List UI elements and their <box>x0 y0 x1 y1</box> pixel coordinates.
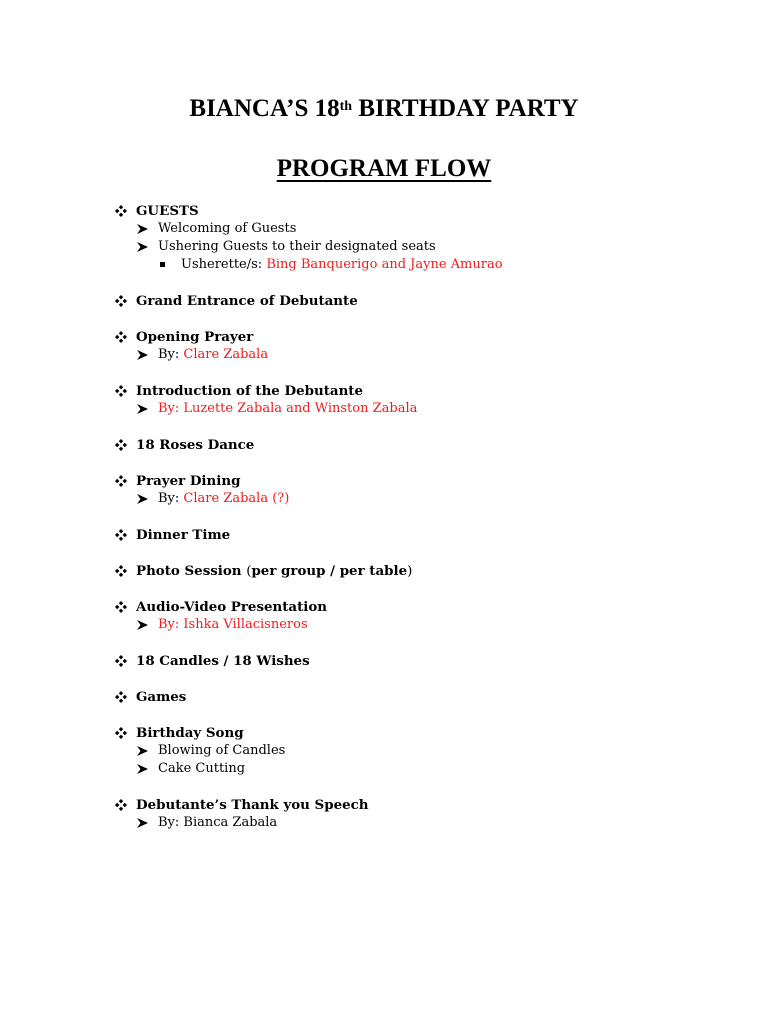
diamond-bullet-icon <box>115 295 127 307</box>
program-item-text <box>136 436 254 454</box>
program-subsubitem-text <box>181 256 503 274</box>
program-item-text <box>136 292 358 310</box>
program-section <box>115 652 735 670</box>
program-item <box>115 526 735 544</box>
program-item-label: Dinner Time <box>136 527 231 543</box>
program-item-text <box>136 688 186 706</box>
document-title <box>0 94 768 124</box>
program-item-label: Photo Session <box>136 563 247 579</box>
diamond-bullet-icon <box>115 385 127 397</box>
program-item <box>115 202 735 220</box>
program-subitem-assignee: Clare Zabala <box>183 347 269 362</box>
program-item-text <box>136 796 369 814</box>
diamond-bullet-icon <box>115 655 127 667</box>
program-item <box>115 688 735 706</box>
title-prefix: BIANCA’S 18 <box>189 95 340 122</box>
program-subitem-text <box>158 220 296 238</box>
program-item-label: 18 Candles / 18 Wishes <box>136 653 310 669</box>
program-item-paren-open: ( <box>246 564 252 579</box>
program-item-text <box>136 526 230 544</box>
program-item-text <box>136 472 240 490</box>
program-item-label: 18 Roses Dance <box>136 437 255 453</box>
diamond-bullet-icon <box>115 439 127 451</box>
program-subitem-label: Cake Cutting <box>158 761 246 776</box>
program-subitem-assignee: Clare Zabala (?) <box>183 491 290 506</box>
program-subitem <box>115 490 735 508</box>
program-item-label: Prayer Dining <box>136 473 241 489</box>
arrowhead-bullet-icon <box>137 746 148 756</box>
diamond-bullet-icon <box>115 565 127 577</box>
program-list <box>115 202 735 850</box>
arrowhead-bullet-icon <box>137 350 148 360</box>
program-subitem-text <box>158 616 308 634</box>
document-subtitle <box>0 154 768 184</box>
program-item-label: Grand Entrance of Debutante <box>136 293 358 309</box>
program-subitem <box>115 238 735 256</box>
program-item <box>115 472 735 490</box>
program-item <box>115 598 735 616</box>
program-section <box>115 202 735 274</box>
program-section <box>115 436 735 454</box>
title-superscript: th <box>339 99 353 114</box>
program-item-label: Audio-Video Presentation <box>136 599 328 615</box>
program-item-text <box>136 652 310 670</box>
title-suffix: BIRTHDAY PARTY <box>352 95 579 122</box>
program-subitem <box>115 760 735 778</box>
program-section <box>115 796 735 832</box>
diamond-bullet-icon <box>115 475 127 487</box>
arrowhead-bullet-icon <box>137 404 148 414</box>
diamond-bullet-icon <box>115 799 127 811</box>
diamond-bullet-icon <box>115 205 127 217</box>
program-section <box>115 688 735 706</box>
program-section <box>115 562 735 580</box>
program-subitem <box>115 742 735 760</box>
program-item <box>115 436 735 454</box>
diamond-bullet-icon <box>115 529 127 541</box>
program-item-text <box>136 724 244 742</box>
program-subitem-label: Ushering Guests to their designated seats <box>158 239 436 254</box>
program-item-label: Games <box>136 689 187 705</box>
arrowhead-bullet-icon <box>137 818 148 828</box>
program-subitem-text <box>158 490 289 508</box>
program-item <box>115 724 735 742</box>
program-subitem <box>115 346 735 364</box>
program-item-label: Birthday Song <box>136 725 244 741</box>
program-section <box>115 724 735 778</box>
program-subitem <box>115 220 735 238</box>
program-subitem-text <box>158 400 417 418</box>
program-item-label: Opening Prayer <box>136 329 254 345</box>
program-subitem <box>115 400 735 418</box>
program-subsubitem <box>115 256 735 274</box>
program-section <box>115 526 735 544</box>
program-item <box>115 652 735 670</box>
program-item-detail: per group / per table <box>251 563 408 579</box>
program-subitem-prefix: By: <box>158 347 184 362</box>
program-section <box>115 292 735 310</box>
program-item-label: Introduction of the Debutante <box>136 383 364 399</box>
program-item-text <box>136 202 199 220</box>
program-section <box>115 472 735 508</box>
program-subitem-text <box>158 346 268 364</box>
program-item-text <box>136 562 412 581</box>
program-subitem-label: Blowing of Candles <box>158 743 286 758</box>
program-subitem-label: By: Bianca Zabala <box>158 815 278 830</box>
subtitle-text: PROGRAM FLOW <box>276 155 492 182</box>
program-subitem-label: Welcoming of Guests <box>158 221 297 236</box>
program-subitem-prefix: By: <box>158 491 184 506</box>
diamond-bullet-icon <box>115 691 127 703</box>
program-item-text <box>136 598 327 616</box>
program-section <box>115 598 735 634</box>
program-item <box>115 796 735 814</box>
diamond-bullet-icon <box>115 331 127 343</box>
arrowhead-bullet-icon <box>137 764 148 774</box>
program-subitem <box>115 814 735 832</box>
square-bullet-icon <box>160 262 165 267</box>
arrowhead-bullet-icon <box>137 620 148 630</box>
program-subsubitem-prefix: Usherette/s: <box>181 257 267 272</box>
program-section <box>115 382 735 418</box>
program-item-text <box>136 328 253 346</box>
program-subitem-text <box>158 238 436 256</box>
program-subitem-text <box>158 760 245 778</box>
program-item <box>115 328 735 346</box>
program-subitem-assignee: By: Ishka Villacisneros <box>158 617 308 632</box>
program-item <box>115 382 735 400</box>
program-item-label: Debutante’s Thank you Speech <box>136 797 369 813</box>
arrowhead-bullet-icon <box>137 494 148 504</box>
program-item-text <box>136 382 363 400</box>
program-item <box>115 562 735 580</box>
program-subitem-assignee: By: Luzette Zabala and Winston Zabala <box>158 401 418 416</box>
program-section <box>115 328 735 364</box>
program-item-label: GUESTS <box>136 203 199 219</box>
arrowhead-bullet-icon <box>137 242 148 252</box>
diamond-bullet-icon <box>115 601 127 613</box>
arrowhead-bullet-icon <box>137 224 148 234</box>
program-subitem-text <box>158 742 285 760</box>
program-subsubitem-assignee: Bing Banquerigo and Jayne Amurao <box>266 257 503 272</box>
program-subitem-text <box>158 814 277 832</box>
diamond-bullet-icon <box>115 727 127 739</box>
program-subitem <box>115 616 735 634</box>
program-item-paren-close: ) <box>407 564 413 579</box>
program-item <box>115 292 735 310</box>
